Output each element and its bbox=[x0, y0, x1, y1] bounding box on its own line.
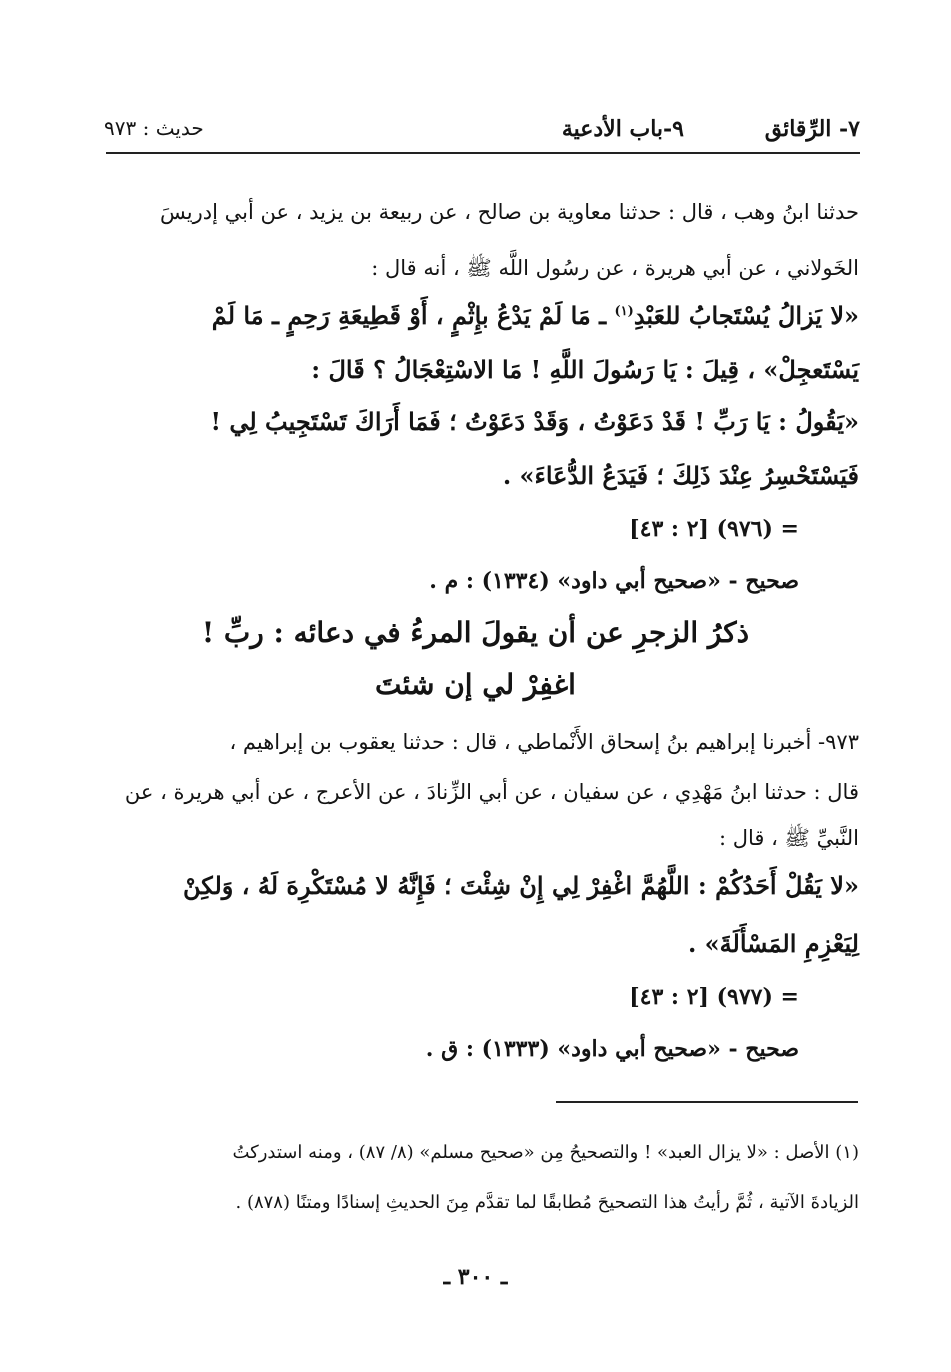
chapter-heading: ذكرُ الزجرِ عن أن يقولَ المرءُ في دعائه : ربِّ ! bbox=[201, 616, 750, 649]
authenticity-grade: صحيح - «صحيح أبي داود» (١٣٣٤) : م . bbox=[429, 568, 799, 594]
page-number: ـ ٣٠٠ ـ bbox=[443, 1264, 508, 1290]
hadith-text-line: يَسْتَعجِلْ» ، قِيلَ : يَا رَسُولَ اللَّهِ ! مَا الاسْتِعْجَالُ ؟ قَالَ : bbox=[311, 355, 859, 384]
hadith-text-line: «يَقُولُ : يَا رَبِّ ! قَدْ دَعَوْتُ ، وَقَدْ دَعَوْتُ ؛ فَمَا أَرَاكَ تَسْتَجِيبُ لِي ! bbox=[210, 407, 859, 436]
hadith-text-line: لِيَعْزِمِ المَسْأَلَةَ» . bbox=[687, 929, 859, 958]
footnote-divider bbox=[556, 1101, 858, 1103]
hadith-text-segment: ـ مَا لَمْ يَدْعُ بإِثْمٍ ، أَوْ قَطِيعَةِ رَحِمٍ ـ مَا لَمْ bbox=[211, 301, 607, 330]
running-header bbox=[104, 108, 860, 148]
isnad-line: النَّبيِّ ﷺ ، قال : bbox=[718, 826, 859, 850]
isnad-line: الخَولاني ، عن أبي هريرة ، عن رسُول اللَّه ﷺ ، أنه قال : bbox=[371, 256, 859, 280]
hadith-text-line bbox=[212, 302, 859, 331]
hadith-text-segment: «لا يَزالُ يُسْتَجابُ للعَبْدِ bbox=[633, 301, 859, 330]
hadith-text-line: «لا يَقُلْ أَحَدُكُمْ : اللَّهُمَّ اغْفِرْ لِي إِنْ شِئْتَ ؛ فَإِنَّهُ لا مُسْتَكْرِهَ لَهُ ، وَلكِنْ bbox=[182, 871, 859, 900]
hadith-number: حديث : ٩٧٣ bbox=[104, 116, 204, 140]
hadith-text-line: فَيَسْتَحْسِرُ عِنْدَ ذَلِكَ ؛ فَيَدَعُ الدُّعَاءَ» . bbox=[502, 461, 859, 490]
header-divider bbox=[106, 152, 860, 154]
cross-reference: = (٩٧٦) [٢ : ٤٣] bbox=[629, 516, 799, 542]
isnad-line: ٩٧٣- أخبرنا إبراهيم بنُ إسحاق الأَنْماطي ، قال : حدثنا يعقوب بن إبراهيم ، bbox=[229, 730, 859, 754]
isnad-line: حدثنا ابنُ وهب ، قال : حدثنا معاوية بن صالح ، عن ربيعة بن يزيد ، عن أبي إدريسَ bbox=[160, 200, 859, 224]
chapter-heading: اغفِرْ لي إن شئتَ bbox=[375, 668, 576, 701]
authenticity-grade: صحيح - «صحيح أبي داود» (١٣٣٣) : ق . bbox=[425, 1036, 799, 1062]
footnote-line: (١) الأصل : «لا يزال العبد» ! والتصحيحُ مِن «صحيح مسلم» (٨/ ٨٧) ، ومنه استدركتُ bbox=[232, 1142, 859, 1163]
isnad-line: قال : حدثنا ابنُ مَهْدِي ، عن سفيان ، عن أبي الزِّنادَ ، عن الأعرج ، عن أبي هريرة ، عن bbox=[124, 780, 859, 804]
cross-reference: = (٩٧٧) [٢ : ٤٣] bbox=[629, 984, 799, 1010]
footnote-line: الزيادةَ الآتية ، ثُمَّ رأيتُ هذا التصحيحَ مُطابقًا لما تقدَّم مِنَ الحديثِ إسنادًا ومتنًا (٨٧٨) . bbox=[235, 1192, 859, 1213]
chapter-title: ٧- الرِّقائق bbox=[764, 116, 860, 142]
footnote-marker: (١) bbox=[614, 304, 634, 319]
section-title: ٩-باب الأدعية bbox=[561, 116, 684, 142]
